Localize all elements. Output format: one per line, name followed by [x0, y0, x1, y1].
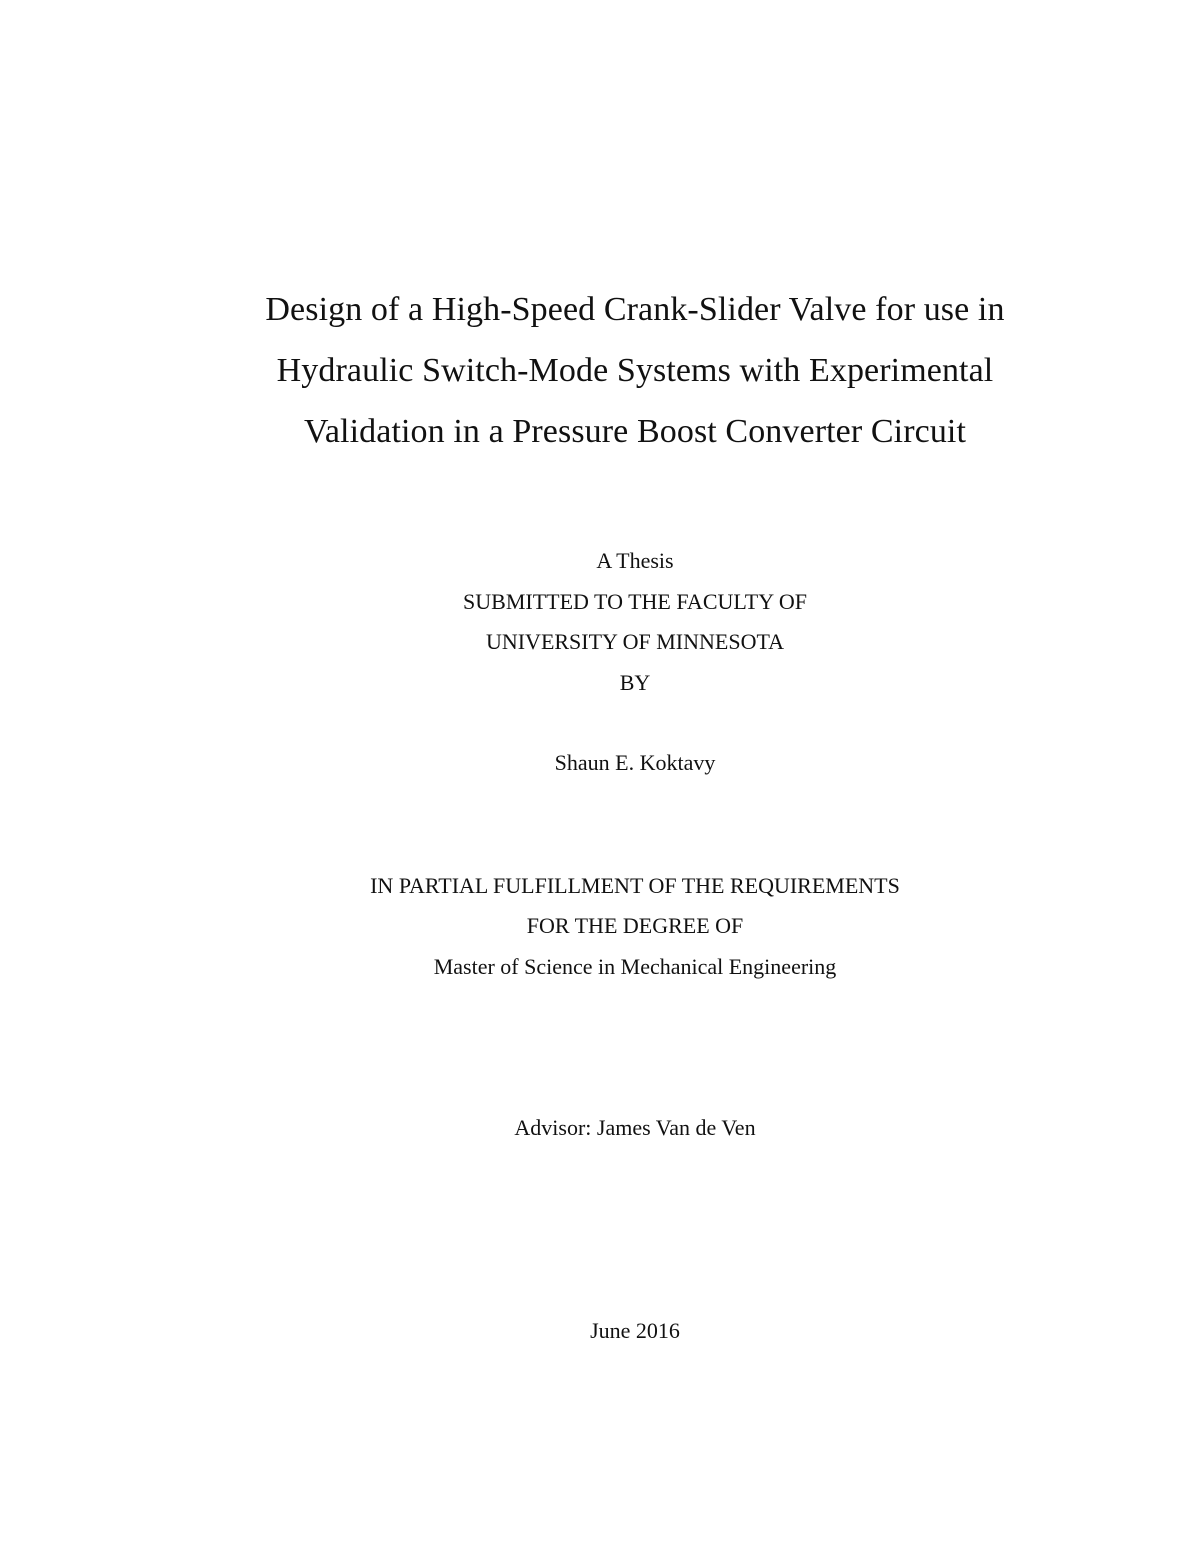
submitted-to-line: SUBMITTED TO THE FACULTY OF — [463, 589, 807, 614]
by-line: BY — [619, 670, 651, 695]
thesis-label: A Thesis — [596, 548, 674, 573]
thesis-title-line-2: Hydraulic Switch-Mode Systems with Experimental — [276, 352, 994, 389]
degree-label-line: FOR THE DEGREE OF — [526, 913, 744, 938]
university-line: UNIVERSITY OF MINNESOTA — [485, 629, 785, 654]
degree-name: Master of Science in Mechanical Engineering — [433, 954, 837, 979]
thesis-title-line-1: Design of a High-Speed Crank-Slider Valve for use in — [265, 291, 1005, 328]
thesis-title-line-3: Validation in a Pressure Boost Converter Circuit — [303, 413, 967, 450]
requirements-line: IN PARTIAL FULFILLMENT OF THE REQUIREMENTS — [370, 873, 900, 898]
author-name: Shaun E. Koktavy — [554, 750, 716, 775]
advisor-line: Advisor: James Van de Ven — [514, 1115, 756, 1140]
submission-date: June 2016 — [590, 1318, 680, 1343]
